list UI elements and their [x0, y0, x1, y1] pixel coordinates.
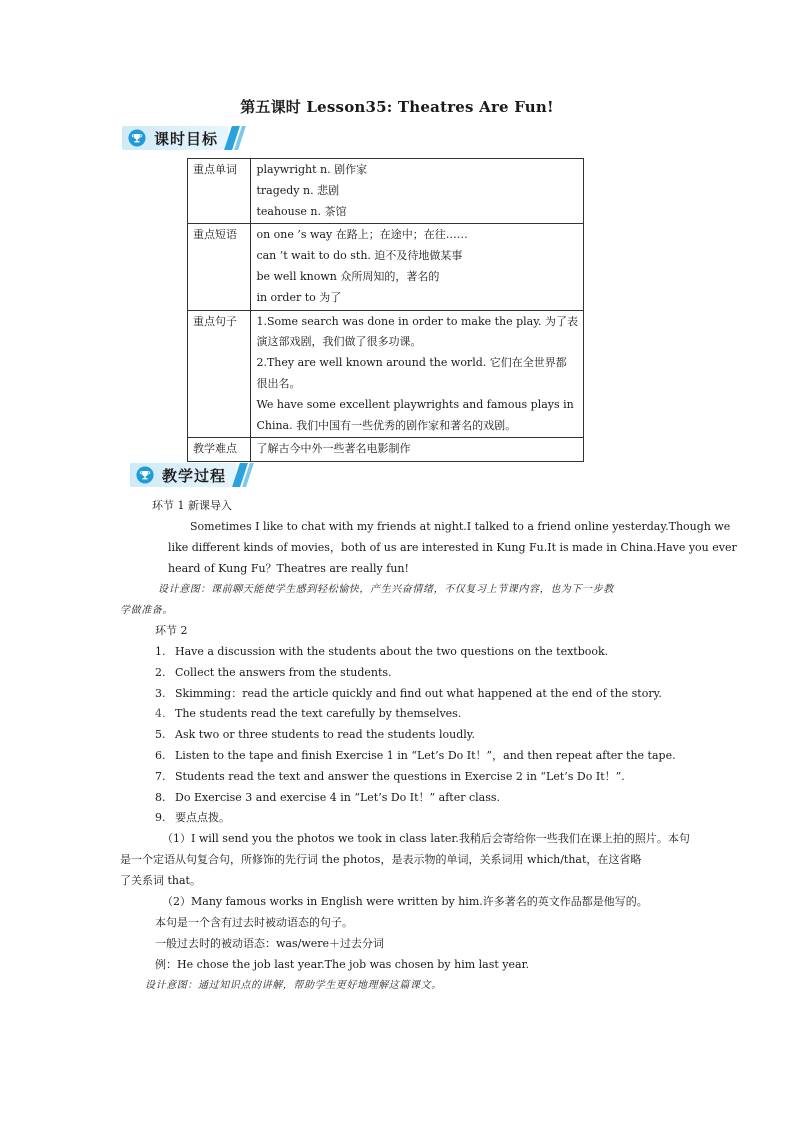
- list-item-number: 8.: [155, 790, 166, 804]
- row-label: 重点单词: [188, 159, 251, 224]
- list-item-text: Do Exercise 3 and exercise 4 in “Let’s Do It！” after class.: [175, 790, 501, 804]
- step2-list-item: [155, 663, 392, 684]
- step2-list-item: [155, 684, 662, 705]
- point2-line: 本句是一个含有过去时被动语态的句子。: [155, 916, 353, 929]
- row-content-line: 2.They are well known around the world. 它们在全世界都: [256, 356, 567, 370]
- section-title-process: 教学过程: [162, 466, 227, 485]
- trophy-icon: [136, 466, 154, 484]
- list-item-number: 2.: [155, 665, 166, 679]
- row-content-line: 演这部戏剧，我们做了很多功课。: [256, 335, 422, 349]
- list-item-text: 要点点拨。: [175, 811, 230, 825]
- key-points-table: [187, 158, 584, 462]
- point1-line: 是一个定语从句复合句，所修饰的先行词 the photos，是表示物的单词，关系词用 which/that，在这省略: [120, 853, 642, 866]
- section-banner-process: [130, 463, 254, 487]
- list-item-number: 6.: [155, 749, 166, 762]
- design-intent-line: 学做准备。: [120, 605, 173, 616]
- section-title-goals: 课时目标: [154, 129, 219, 148]
- table-row: [188, 310, 584, 438]
- row-label: 教学难点: [188, 438, 251, 462]
- list-item-number: 7.: [155, 769, 166, 783]
- list-item-text: Listen to the tape and finish Exercise 1 in “Let’s Do It！”，and then repeat after the tape.: [175, 749, 676, 762]
- point2-line: （2）Many famous works in English were written by him.许多著名的英文作品都是他写的。: [162, 895, 648, 908]
- list-item-text: The students read the text carefully by themselves.: [175, 707, 462, 721]
- row-content-line: 1.Some search was done in order to make the play. 为了表: [256, 314, 578, 328]
- table-row: [188, 438, 584, 462]
- row-content-line: teahouse n. 茶馆: [256, 204, 347, 218]
- step2-list-item: [155, 788, 500, 809]
- list-item-text: Students read the text and answer the questions in Exercise 2 in “Let’s Do It！”.: [175, 769, 625, 783]
- point1-line: 了关系词 that。: [120, 874, 201, 887]
- row-content: [251, 310, 584, 438]
- list-item-number: 3.: [155, 686, 166, 700]
- row-content-line: be well known 众所周知的，著名的: [256, 269, 440, 283]
- point2-line: 一般过去时的被动语态：was/were＋过去分词: [155, 937, 385, 950]
- step1-paragraph-line: Sometimes I like to chat with my friends at night.I talked to a friend online yesterday.Though we: [190, 520, 731, 533]
- row-content-line: can ’t wait to do sth. 迫不及待地做某事: [256, 249, 463, 263]
- step2-list-item: [155, 704, 461, 725]
- page-title: 第五课时 Lesson35: Theatres Are Fun!: [240, 98, 554, 116]
- list-item-number: 4.: [155, 707, 166, 721]
- point1-line: （1）I will send you the photos we took in class later.我稍后会寄给你一些我们在课上拍的照片。本句: [162, 832, 690, 845]
- row-content-line: on one ’s way 在路上；在途中；在往……: [256, 228, 468, 242]
- step2-list-item: [155, 725, 475, 746]
- row-content-line: tragedy n. 悲剧: [256, 183, 340, 197]
- step1-heading: 环节 1 新课导入: [152, 499, 232, 512]
- row-content: [251, 438, 584, 462]
- step2-heading: 环节 2: [155, 624, 188, 637]
- row-content: [251, 159, 584, 224]
- section-banner-goals: [122, 126, 246, 150]
- step1-paragraph-line: like different kinds of movies，both of us are interested in Kung Fu.It is made in China.Have you ever: [168, 541, 737, 554]
- design-intent-line: 设计意图：课前聊天能使学生感到轻松愉快，产生兴奋情绪，不仅复习上节课内容，也为下一步教: [158, 584, 614, 595]
- list-item-number: 1.: [155, 645, 166, 658]
- row-label: 重点短语: [188, 224, 251, 310]
- row-content-line: in order to 为了: [256, 290, 342, 304]
- table-row: [188, 224, 584, 310]
- list-item-text: Collect the answers from the students.: [175, 665, 392, 679]
- row-content-line: playwright n. 剧作家: [256, 163, 368, 176]
- row-content: [251, 224, 584, 310]
- list-item-text: Skimming：read the article quickly and find out what happened at the end of the story.: [175, 686, 662, 700]
- row-content-line: China. 我们中国有一些优秀的剧作家和著名的戏剧。: [256, 418, 517, 432]
- step2-list-item: [155, 642, 608, 663]
- row-content-line: 了解古今中外一些著名电影制作: [256, 442, 411, 456]
- step2-list-item: [155, 767, 625, 788]
- row-content-line: We have some excellent playwrights and famous plays in: [256, 397, 574, 411]
- list-item-text: Ask two or three students to read the students loudly.: [175, 728, 476, 742]
- list-item-number: 9.: [155, 811, 166, 825]
- point2-line: 例：He chose the job last year.The job was chosen by him last year.: [155, 958, 530, 971]
- list-item-text: Have a discussion with the students about the two questions on the textbook.: [175, 645, 609, 658]
- row-content-line: 很出名。: [256, 376, 301, 390]
- step2-list-item: [155, 746, 676, 767]
- row-label: 重点句子: [188, 310, 251, 438]
- table-row: [188, 159, 584, 224]
- step2-list-item: [155, 808, 230, 829]
- step1-paragraph-line: heard of Kung Fu？Theatres are really fun!: [168, 562, 409, 575]
- list-item-number: 5.: [155, 728, 166, 742]
- design-intent-line: 设计意图：通过知识点的讲解，帮助学生更好地理解这篇课文。: [145, 980, 442, 991]
- trophy-icon: [128, 129, 146, 147]
